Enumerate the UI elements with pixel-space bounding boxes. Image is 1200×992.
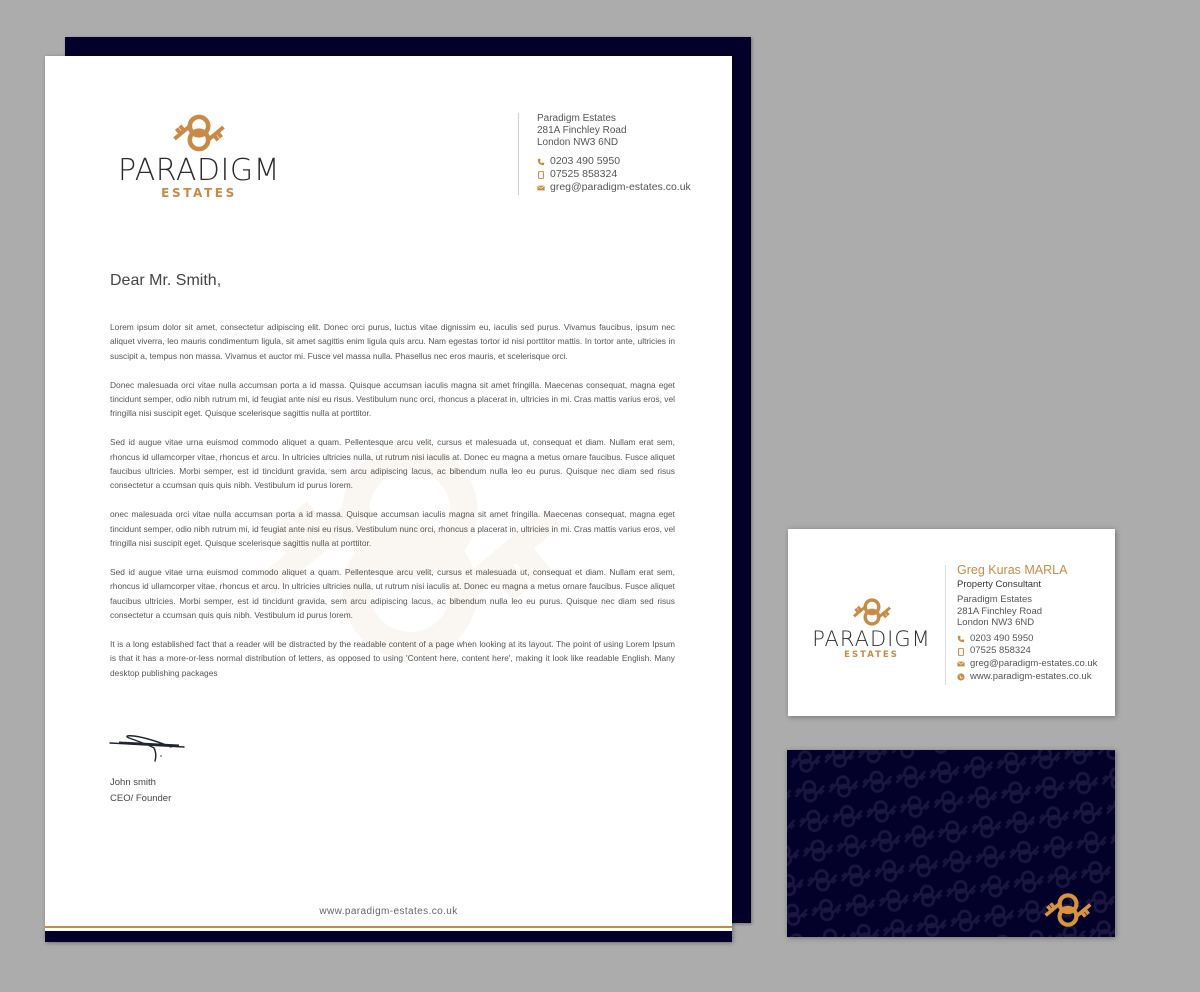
body-paragraph: Lorem ipsum dolor sit amet, consectetur adipiscing elit. Donec orci purus, luctus vitae dignissim eu, iaculis sed purus. Vivamus faucibus, ipsum nec aliquet viverra, leo mauris condimentum ligula, sit amet sagittis enim ligula quis arcu. Nam egestas tortor id nisi porttitor mattis. In tortor ante, ultricies in suscipit a, tempus non massa. Vivamus et auctor mi. Fusce vel massa nulla. Phasellus nec eros mauris, et scelerisque orci.	[110, 322, 675, 361]
address-line-2: London NW3 6ND	[537, 137, 619, 148]
body-paragraph: onec malesuada orci vitae nulla accumsan porta a id massa. Quisque accumsan iaculis magna sit amet fringilla. Maecenas consequat, magna eget tincidunt semper, odio nibh rutrum mi, id feugiat ante nisi eu risus. Vestibulum nunc orci, rhoncus a placerat in, ultricies in mi. Cras mattis varius eros, vel fringilla nisi suscipit eget. Quisque scelerisque sagittis nulla at porttitor.	[110, 509, 675, 549]
mobile-row	[537, 168, 691, 181]
mobile-row	[957, 645, 1097, 658]
brand-logo	[809, 595, 934, 660]
mobile-icon	[537, 171, 545, 179]
email-row	[537, 181, 691, 194]
phone-number: 0203 490 5950	[550, 155, 621, 167]
body-paragraph: It is a long established fact that a reader will be distracted by the readable content of a page when looking at its layout. The point of using Lorem Ipsum is that it has a more-or-less normal distribution of letters, as opposed to using 'Content here, content here', making it look like readable English. Many desktop publishing packages	[110, 638, 675, 678]
mobile-number: 07525 858324	[970, 645, 1031, 657]
letter-body	[110, 320, 675, 694]
footer-stripe-orange	[45, 926, 732, 928]
envelope-icon	[537, 184, 545, 192]
body-paragraph: Donec malesuada orci vitae nulla accumsan porta a id massa. Quisque accumsan iaculis magna sit amet fringilla. Maecenas consequat, magna eget tincidunt semper, odio nibh rutrum mi, id feugiat ante nisi eu risus. Vestibulum nunc orci, rhoncus a placerat in, ultricies in mi. Cras mattis varius eros, vel fringilla nisi suscipit eget. Quisque scelerisque sagittis nulla at porttitor.	[110, 379, 675, 419]
phone-icon	[957, 635, 965, 643]
mobile-number: 07525 858324	[550, 168, 618, 180]
brand-wordmark: PARADIGM	[812, 627, 931, 651]
envelope-icon	[957, 660, 965, 668]
body-paragraph: Sed id augue vitae urna euismod commodo aliquet a quam. Pellentesque arcu velit, cursus et malesuada ut, consequat et diam. Nullam erat sem, rhoncus id ullamcorper vitae, rhoncus et arcu. In ultricies ultricies nulla, ut rutrum nisi iaculis at. Donec eu magna a metus ornare faucibus. Fusce aliquet faucibus ultricies. Morbi semper, est id tincidunt gravida, sem arcu adipiscing lacus, ac bibendum nulla leo eu purus. Quisque nec diam sed risus consectetur a ccumsan quis quis nibh. Vestibulum id purus lorem.	[110, 437, 675, 491]
phone-row	[537, 155, 691, 168]
brand-subline: ESTATES	[844, 650, 899, 660]
email-row	[957, 658, 1097, 671]
phone-row	[957, 633, 1097, 646]
email-address[interactable]: greg@paradigm-estates.co.uk	[970, 658, 1098, 670]
interlocked-keys-icon	[849, 595, 895, 629]
signer-title: CEO/ Founder	[110, 792, 172, 804]
interlocked-keys-icon	[1042, 889, 1094, 931]
business-card-back	[787, 750, 1115, 937]
letterhead-contact-block	[518, 113, 691, 195]
brand-subline: ESTATES	[161, 186, 237, 200]
interlocked-keys-icon	[167, 110, 231, 156]
globe-icon	[957, 673, 965, 681]
website-row	[957, 671, 1097, 684]
card-divider	[945, 565, 946, 685]
signature-graphic	[109, 730, 189, 766]
phone-number: 0203 490 5950	[970, 632, 1034, 644]
signer-block	[110, 775, 171, 806]
footer-website[interactable]: www.paradigm-estates.co.uk	[319, 906, 458, 917]
body-paragraph: Sed id augue vitae urna euismod commodo aliquet a quam. Pellentesque arcu velit, cursus et malesuada ut, consequat et diam. Nullam erat sem, rhoncus id ullamcorper vitae, rhoncus et arcu. In ultricies ultricies nulla, ut rutrum nisi iaculis at. Donec eu magna a metus ornare faucibus. Fusce aliquet faucibus ultricies. Morbi semper, est id tincidunt gravida, sem arcu adipiscing lacus, ac bibendum nulla leo eu purus. Quisque nec diam sed risus consectetur a ccumsan quis quis nibh. Vestibulum id purus lorem.	[110, 566, 675, 621]
brand-wordmark: PARADIGM	[118, 153, 280, 188]
company-name: Paradigm Estates	[537, 113, 616, 124]
company-name: Paradigm Estates	[957, 594, 1032, 605]
address-line-1: 281A Finchley Road	[957, 605, 1043, 617]
phone-icon	[537, 158, 545, 166]
address-line-1: 281A Finchley Road	[537, 125, 627, 136]
card-holder-name: Greg Kuras MARLA	[957, 563, 1068, 577]
brand-logo	[111, 110, 287, 199]
card-contact-block	[957, 594, 1097, 684]
business-card-front	[788, 529, 1115, 716]
letterhead-page	[45, 56, 732, 942]
mobile-icon	[957, 648, 965, 656]
website-url[interactable]: www.paradigm-estates.co.uk	[970, 670, 1092, 682]
address-line-2: London NW3 6ND	[957, 617, 1035, 628]
signer-name: John smith	[110, 777, 156, 788]
card-holder-title: Property Consultant	[957, 579, 1041, 590]
letter-greeting: Dear Mr. Smith,	[110, 272, 222, 289]
email-address[interactable]: greg@paradigm-estates.co.uk	[550, 181, 691, 193]
footer-stripe-navy	[45, 931, 732, 942]
